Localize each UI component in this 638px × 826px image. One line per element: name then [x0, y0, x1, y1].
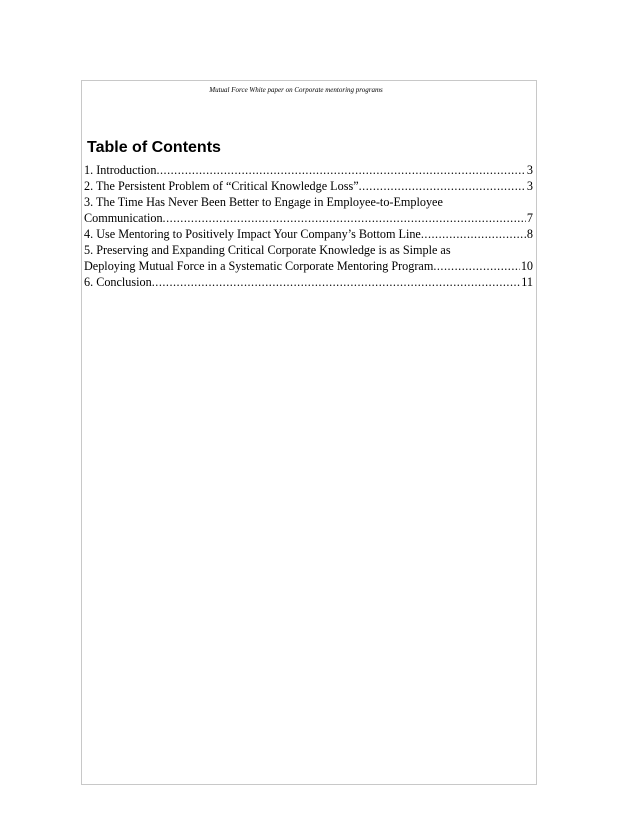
toc-entry-line — [84, 178, 533, 194]
toc-entry-conclusion[interactable] — [84, 274, 533, 290]
toc-entry-time-never-better[interactable] — [84, 194, 533, 226]
toc-entry-text: 2. The Persistent Problem of “Critical Knowledge Loss” — [84, 179, 359, 193]
toc-entry-persistent-problem[interactable] — [84, 178, 533, 194]
toc-page-number: 7 — [526, 211, 533, 225]
page-frame — [81, 80, 537, 785]
toc-page-number: 3 — [526, 179, 533, 193]
toc-page-number: 8 — [526, 227, 533, 241]
running-header: Mutual Force White paper on Corporate mentoring programs — [209, 86, 383, 94]
dot-leader — [156, 162, 525, 178]
toc-entry-preserving-knowledge[interactable] — [84, 242, 533, 274]
dot-leader — [163, 210, 526, 226]
toc-entry-text: 1. Introduction — [84, 163, 157, 177]
toc-list — [84, 162, 533, 290]
dot-leader — [421, 226, 526, 242]
dot-leader — [433, 258, 520, 274]
toc-entry-introduction[interactable] — [84, 162, 533, 178]
toc-page-number: 3 — [526, 163, 533, 177]
toc-entry-text: 5. Preserving and Expanding Critical Corporate Knowledge is as Simple as — [84, 243, 451, 257]
toc-entry-text: 3. The Time Has Never Been Better to Engage in Employee-to-Employee — [84, 195, 443, 209]
toc-title: Table of Contents — [87, 139, 221, 156]
toc-entry-use-mentoring[interactable] — [84, 226, 533, 242]
toc-entry-text-continued: Communication — [84, 211, 163, 225]
toc-page-number: 11 — [521, 275, 533, 289]
toc-page-number: 10 — [520, 259, 533, 273]
toc-entry-line — [84, 210, 533, 226]
dot-leader — [359, 178, 526, 194]
toc-entry-text-continued: Deploying Mutual Force in a Systematic Corporate Mentoring Program — [84, 259, 434, 273]
toc-entry-line — [84, 162, 533, 178]
dot-leader — [152, 274, 521, 290]
toc-entry-line — [84, 274, 533, 290]
toc-entry-line — [84, 226, 533, 242]
toc-entry-text: 6. Conclusion — [84, 275, 152, 289]
toc-entry-line — [84, 258, 533, 274]
toc-entry-text: 4. Use Mentoring to Positively Impact Your Company’s Bottom Line — [84, 227, 421, 241]
